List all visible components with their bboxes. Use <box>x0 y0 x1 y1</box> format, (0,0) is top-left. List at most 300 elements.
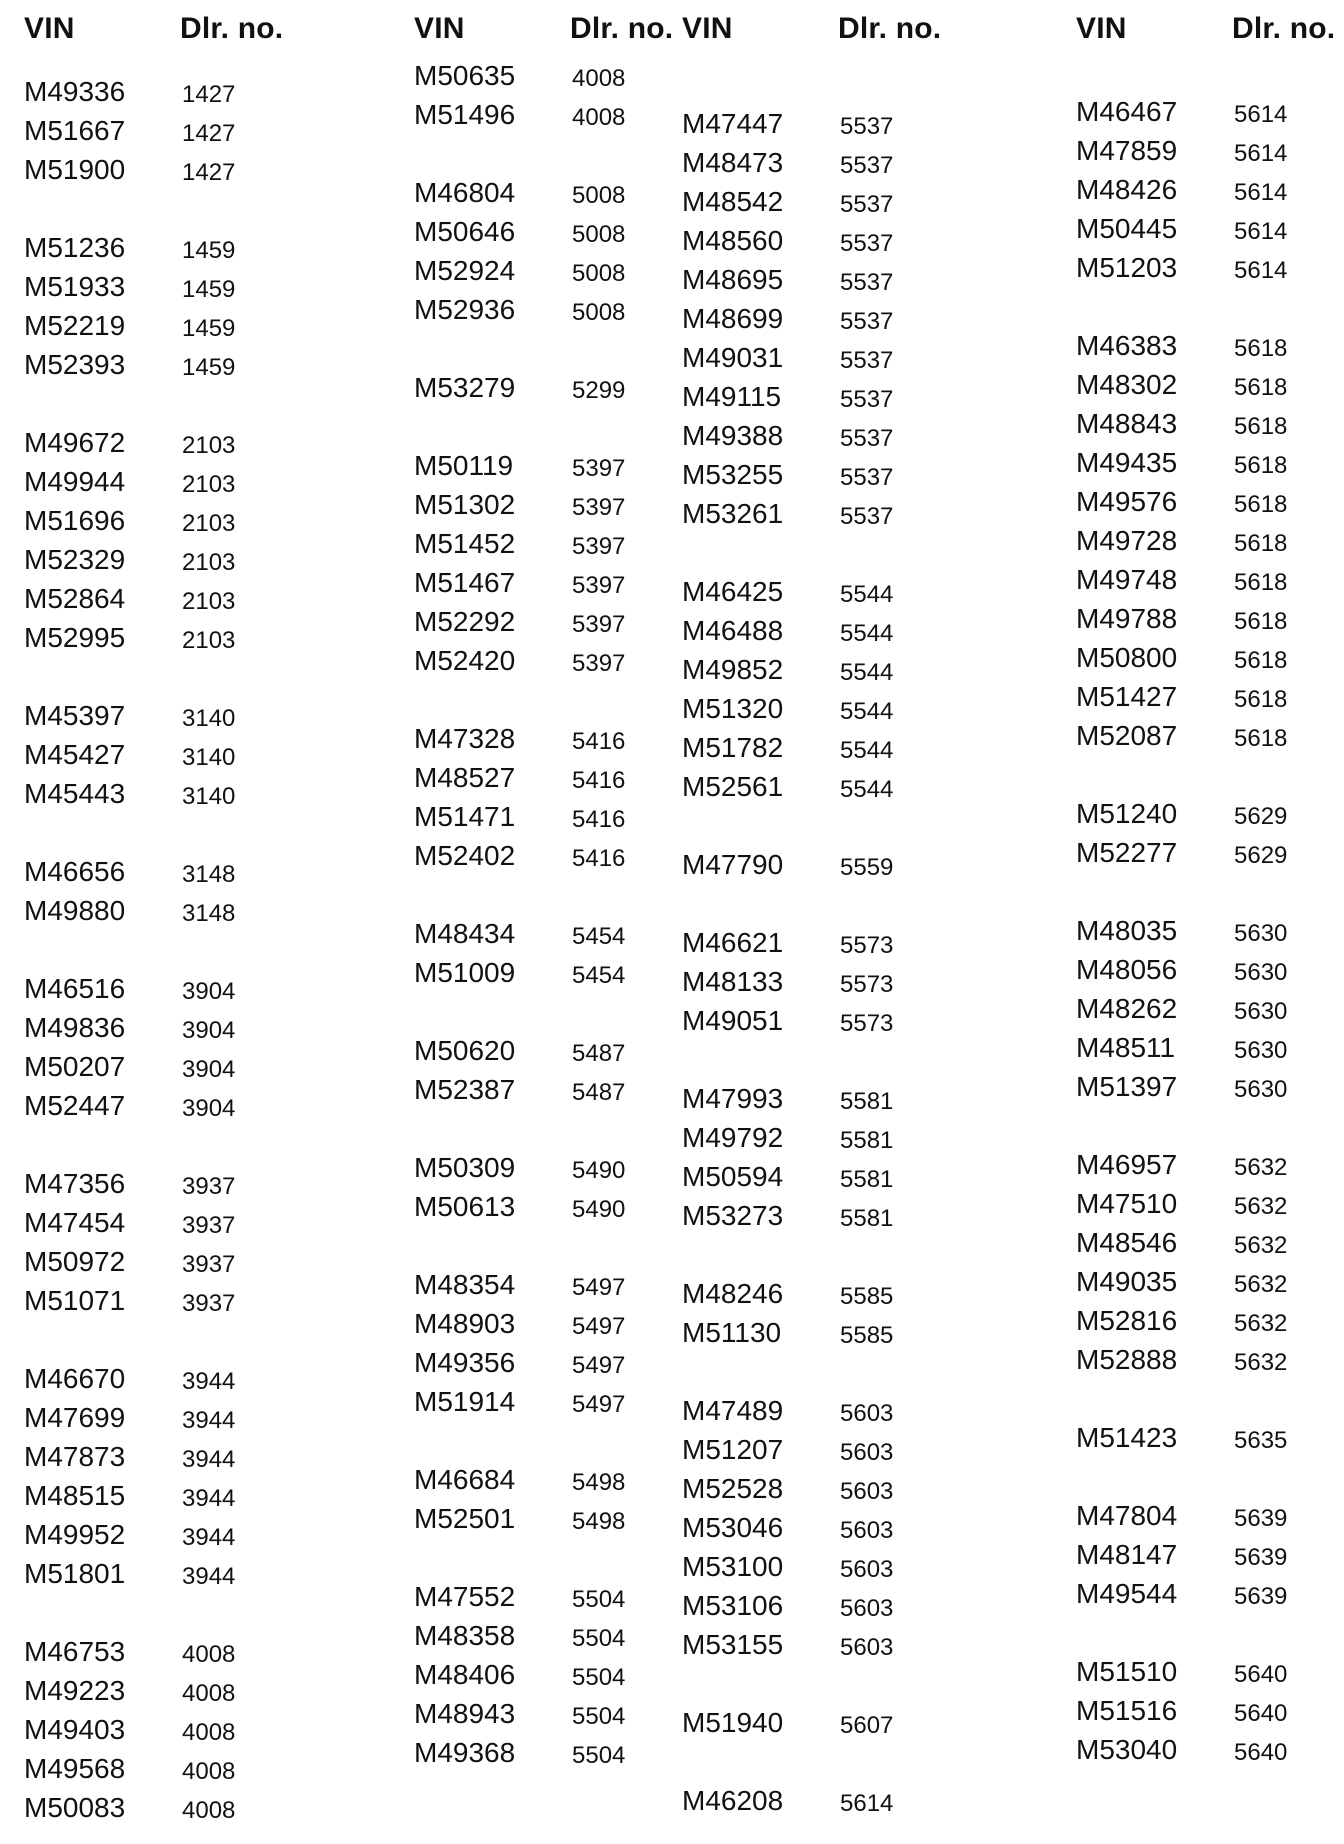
dealer-number-cell: 5504 <box>572 1664 626 1691</box>
dealer-number-cell: 5629 <box>1234 803 1288 830</box>
vin-cell: M48358 <box>414 1620 516 1651</box>
dealer-number-cell: 5537 <box>840 269 894 296</box>
dealer-number-header: Dlr. no. <box>570 12 674 45</box>
dealer-number-cell: 2103 <box>182 549 236 576</box>
vin-cell: M48546 <box>1076 1227 1178 1258</box>
group-spacer <box>1070 1457 1344 1496</box>
table-row <box>18 1437 348 1476</box>
table-row <box>676 572 1006 611</box>
vin-header: VIN <box>24 12 75 45</box>
dealer-number-cell: 5581 <box>840 1205 894 1232</box>
vin-cell: M47699 <box>24 1402 126 1433</box>
table-row <box>676 923 1006 962</box>
group-spacer <box>18 189 348 228</box>
row-list <box>18 72 348 1827</box>
group-spacer <box>18 384 348 423</box>
dealer-number-cell: 5630 <box>1234 1037 1288 1064</box>
vin-cell: M52292 <box>414 606 516 637</box>
dealer-number-cell: 3944 <box>182 1485 236 1512</box>
dealer-number-cell: 5573 <box>840 971 894 998</box>
vin-cell: M49568 <box>24 1753 126 1784</box>
dealer-number-cell: 1459 <box>182 354 236 381</box>
vin-cell: M50620 <box>414 1035 516 1066</box>
table-row <box>1070 1418 1344 1457</box>
group-spacer <box>676 533 1006 572</box>
vin-cell: M52447 <box>24 1090 126 1121</box>
vin-cell: M50083 <box>24 1792 126 1823</box>
vin-cell: M50309 <box>414 1152 516 1183</box>
vin-cell: M47356 <box>24 1168 126 1199</box>
vin-cell: M49576 <box>1076 486 1178 517</box>
vin-cell: M48246 <box>682 1278 784 1309</box>
vin-cell: M51900 <box>24 154 126 185</box>
vin-cell: M50800 <box>1076 642 1178 673</box>
vin-cell: M46656 <box>24 856 126 887</box>
table-row <box>676 416 1006 455</box>
dealer-number-cell: 3148 <box>182 861 236 888</box>
vin-cell: M46804 <box>414 177 516 208</box>
table-row <box>18 267 348 306</box>
dealer-number-cell: 3944 <box>182 1446 236 1473</box>
group-spacer <box>18 813 348 852</box>
vin-cell: M48843 <box>1076 408 1178 439</box>
vin-cell: M49788 <box>1076 603 1178 634</box>
vin-cell: M53040 <box>1076 1734 1178 1765</box>
table-row <box>676 1079 1006 1118</box>
vin-cell: M52329 <box>24 544 126 575</box>
table-row <box>18 1554 348 1593</box>
table-row <box>676 1196 1006 1235</box>
table-row <box>676 1703 1006 1742</box>
vin-cell: M52387 <box>414 1074 516 1105</box>
dealer-number-cell: 5581 <box>840 1166 894 1193</box>
vin-cell: M49031 <box>682 342 784 373</box>
vin-cell: M49672 <box>24 427 126 458</box>
dealer-number-cell: 3937 <box>182 1173 236 1200</box>
vin-cell: M48147 <box>1076 1539 1178 1570</box>
table-row <box>1070 404 1344 443</box>
dealer-number-cell: 5008 <box>572 221 626 248</box>
dealer-number-cell: 5497 <box>572 1391 626 1418</box>
table-row <box>18 969 348 1008</box>
vin-cell: M48302 <box>1076 369 1178 400</box>
table-row <box>18 501 348 540</box>
dealer-number-cell: 2103 <box>182 588 236 615</box>
vin-cell: M46383 <box>1076 330 1178 361</box>
table-row <box>1070 482 1344 521</box>
vin-cell: M45427 <box>24 739 126 770</box>
dealer-number-cell: 5603 <box>840 1439 894 1466</box>
dealer-number-cell: 5618 <box>1234 335 1288 362</box>
dealer-number-cell: 5614 <box>1234 218 1288 245</box>
dealer-number-cell: 5630 <box>1234 959 1288 986</box>
dealer-number-cell: 5416 <box>572 845 626 872</box>
table-row <box>1070 677 1344 716</box>
vin-cell: M51914 <box>414 1386 516 1417</box>
table-row <box>18 1008 348 1047</box>
vin-cell: M53155 <box>682 1629 784 1660</box>
dealer-number-cell: 5504 <box>572 1586 626 1613</box>
vin-cell: M47873 <box>24 1441 126 1472</box>
table-row <box>1070 1496 1344 1535</box>
table-row <box>1070 326 1344 365</box>
dealer-number-cell: 5632 <box>1234 1271 1288 1298</box>
table-row <box>1070 248 1344 287</box>
table-row <box>18 891 348 930</box>
dealer-number-cell: 5498 <box>572 1469 626 1496</box>
vin-cell: M50445 <box>1076 213 1178 244</box>
vin-cell: M52393 <box>24 349 126 380</box>
dealer-number-cell: 3140 <box>182 783 236 810</box>
vin-cell: M51302 <box>414 489 516 520</box>
dealer-number-cell: 5603 <box>840 1556 894 1583</box>
dealer-number-cell: 5537 <box>840 308 894 335</box>
dealer-number-cell: 5603 <box>840 1595 894 1622</box>
group-spacer <box>676 806 1006 845</box>
table-row <box>18 1086 348 1125</box>
vin-cell: M46208 <box>682 1785 784 1816</box>
vin-cell: M48056 <box>1076 954 1178 985</box>
dealer-number-cell: 2103 <box>182 510 236 537</box>
vin-cell: M46753 <box>24 1636 126 1667</box>
vin-cell: M51933 <box>24 271 126 302</box>
vin-cell: M51467 <box>414 567 516 598</box>
dealer-number-cell: 5639 <box>1234 1505 1288 1532</box>
dealer-number-cell: 4008 <box>182 1641 236 1668</box>
dealer-number-cell: 5618 <box>1234 608 1288 635</box>
table-row <box>18 423 348 462</box>
table-row <box>18 1281 348 1320</box>
dealer-number-cell: 5416 <box>572 728 626 755</box>
table-row <box>1070 131 1344 170</box>
vin-cell: M52888 <box>1076 1344 1178 1375</box>
table-row <box>676 1274 1006 1313</box>
table-row <box>18 852 348 891</box>
dealer-number-cell: 5632 <box>1234 1310 1288 1337</box>
table-row <box>1070 1730 1344 1769</box>
table-row <box>18 1047 348 1086</box>
vin-cell: M51471 <box>414 801 516 832</box>
vin-cell: M46684 <box>414 1464 516 1495</box>
dealer-number-cell: 5618 <box>1234 452 1288 479</box>
vin-cell: M51207 <box>682 1434 784 1465</box>
dealer-number-cell: 5454 <box>572 923 626 950</box>
dealer-number-header: Dlr. no. <box>1232 12 1336 45</box>
vin-cell: M47454 <box>24 1207 126 1238</box>
table-row <box>1070 1301 1344 1340</box>
table-row <box>18 1476 348 1515</box>
dealer-number-cell: 5603 <box>840 1517 894 1544</box>
table-row <box>676 143 1006 182</box>
vin-cell: M51427 <box>1076 681 1178 712</box>
dealer-number-cell: 5544 <box>840 620 894 647</box>
vin-cell: M49223 <box>24 1675 126 1706</box>
group-spacer <box>676 1664 1006 1703</box>
dealer-number-cell: 5618 <box>1234 374 1288 401</box>
vin-cell: M52995 <box>24 622 126 653</box>
dealer-number-cell: 3937 <box>182 1290 236 1317</box>
vin-cell: M46957 <box>1076 1149 1178 1180</box>
table-row <box>676 728 1006 767</box>
vin-cell: M51801 <box>24 1558 126 1589</box>
dealer-number-cell: 5640 <box>1234 1739 1288 1766</box>
vin-cell: M52402 <box>414 840 516 871</box>
vin-cell: M53100 <box>682 1551 784 1582</box>
table-row <box>18 150 348 189</box>
vin-cell: M47510 <box>1076 1188 1178 1219</box>
group-spacer <box>18 657 348 696</box>
table-row <box>1070 209 1344 248</box>
dealer-number-cell: 5614 <box>1234 257 1288 284</box>
dealer-number-cell: 1459 <box>182 237 236 264</box>
vin-cell: M52816 <box>1076 1305 1178 1336</box>
vin-cell: M48133 <box>682 966 784 997</box>
vin-cell: M51516 <box>1076 1695 1178 1726</box>
table-row <box>1070 1067 1344 1106</box>
table-row <box>676 689 1006 728</box>
dealer-number-cell: 3944 <box>182 1563 236 1590</box>
table-row <box>1070 716 1344 755</box>
table-row <box>18 540 348 579</box>
vin-cell: M50646 <box>414 216 516 247</box>
table-row <box>676 650 1006 689</box>
vin-header: VIN <box>414 12 465 45</box>
dealer-number-cell: 3937 <box>182 1212 236 1239</box>
dealer-number-cell: 5635 <box>1234 1427 1288 1454</box>
vin-cell: M48695 <box>682 264 784 295</box>
vin-cell: M49051 <box>682 1005 784 1036</box>
table-row <box>1070 638 1344 677</box>
dealer-number-cell: 5544 <box>840 581 894 608</box>
dealer-number-cell: 5603 <box>840 1478 894 1505</box>
table-row <box>18 1671 348 1710</box>
dealer-number-cell: 5559 <box>840 854 894 881</box>
vin-cell: M48262 <box>1076 993 1178 1024</box>
table-row <box>1070 1652 1344 1691</box>
vin-cell: M52501 <box>414 1503 516 1534</box>
dealer-number-cell: 5008 <box>572 260 626 287</box>
table-row <box>676 104 1006 143</box>
dealer-number-cell: 3148 <box>182 900 236 927</box>
vin-cell: M51452 <box>414 528 516 559</box>
table-row <box>676 338 1006 377</box>
dealer-number-cell: 5614 <box>1234 140 1288 167</box>
vin-cell: M52277 <box>1076 837 1178 868</box>
dealer-number-cell: 5640 <box>1234 1661 1288 1688</box>
vin-cell: M46670 <box>24 1363 126 1394</box>
dealer-number-cell: 5618 <box>1234 725 1288 752</box>
vin-cell: M47328 <box>414 723 516 754</box>
vin-cell: M48943 <box>414 1698 516 1729</box>
dealer-number-cell: 5487 <box>572 1079 626 1106</box>
dealer-number-cell: 2103 <box>182 432 236 459</box>
table-row <box>1070 1028 1344 1067</box>
dealer-number-cell: 3140 <box>182 705 236 732</box>
table-row <box>676 1508 1006 1547</box>
vin-cell: M49356 <box>414 1347 516 1378</box>
dealer-number-cell: 4008 <box>572 104 626 131</box>
dealer-number-cell: 5397 <box>572 650 626 677</box>
table-row <box>676 1391 1006 1430</box>
group-spacer <box>676 1352 1006 1391</box>
vin-cell: M50613 <box>414 1191 516 1222</box>
dealer-number-cell: 5544 <box>840 737 894 764</box>
table-row <box>18 1164 348 1203</box>
group-spacer <box>676 1235 1006 1274</box>
group-spacer <box>18 1320 348 1359</box>
dealer-number-cell: 5585 <box>840 1283 894 1310</box>
vin-cell: M50594 <box>682 1161 784 1192</box>
vin-cell: M53106 <box>682 1590 784 1621</box>
table-row <box>676 1430 1006 1469</box>
vin-cell: M49403 <box>24 1714 126 1745</box>
dealer-number-cell: 5629 <box>1234 842 1288 869</box>
table-row <box>676 1781 1006 1820</box>
group-spacer <box>1070 1106 1344 1145</box>
table-row <box>18 72 348 111</box>
dealer-number-cell: 5299 <box>572 377 626 404</box>
table-row <box>18 579 348 618</box>
dealer-number-cell: 5537 <box>840 386 894 413</box>
table-row <box>18 1788 348 1827</box>
vin-cell: M52420 <box>414 645 516 676</box>
dealer-number-cell: 5397 <box>572 455 626 482</box>
dealer-number-cell: 5008 <box>572 182 626 209</box>
dealer-number-cell: 5639 <box>1234 1583 1288 1610</box>
vin-cell: M48511 <box>1076 1032 1176 1063</box>
table-row <box>1070 365 1344 404</box>
table-row <box>1070 1223 1344 1262</box>
dealer-number-cell: 3944 <box>182 1368 236 1395</box>
table-row <box>18 1242 348 1281</box>
vin-cell: M48542 <box>682 186 784 217</box>
vin-cell: M51236 <box>24 232 126 263</box>
group-spacer <box>1070 287 1344 326</box>
dealer-number-cell: 5504 <box>572 1742 626 1769</box>
vin-cell: M53279 <box>414 372 516 403</box>
vin-cell: M48527 <box>414 762 516 793</box>
vin-cell: M48035 <box>1076 915 1178 946</box>
dealer-number-header: Dlr. no. <box>838 12 942 45</box>
table-row <box>1070 1691 1344 1730</box>
dealer-number-cell: 5487 <box>572 1040 626 1067</box>
vin-cell: M47859 <box>1076 135 1178 166</box>
dealer-number-cell: 5573 <box>840 932 894 959</box>
vin-cell: M52561 <box>682 771 784 802</box>
group-spacer <box>676 1040 1006 1079</box>
table-row <box>18 618 348 657</box>
vin-cell: M46488 <box>682 615 784 646</box>
table-row <box>676 221 1006 260</box>
table-row <box>1070 950 1344 989</box>
table-row <box>676 611 1006 650</box>
group-spacer <box>676 884 1006 923</box>
dealer-number-cell: 5603 <box>840 1634 894 1661</box>
dealer-number-cell: 5397 <box>572 494 626 521</box>
table-row <box>1070 560 1344 599</box>
vin-cell: M49880 <box>24 895 126 926</box>
group-spacer <box>18 1593 348 1632</box>
table-row <box>1070 989 1344 1028</box>
dealer-number-cell: 5397 <box>572 533 626 560</box>
dealer-number-cell: 5614 <box>1234 101 1288 128</box>
dealer-number-cell: 5454 <box>572 962 626 989</box>
table-row <box>18 228 348 267</box>
dealer-number-cell: 5630 <box>1234 998 1288 1025</box>
vin-cell: M52087 <box>1076 720 1178 751</box>
vin-cell: M50635 <box>414 60 516 91</box>
table-row <box>1070 794 1344 833</box>
vin-cell: M49836 <box>24 1012 126 1043</box>
dealer-number-cell: 5397 <box>572 572 626 599</box>
vin-cell: M48434 <box>414 918 516 949</box>
vin-cell: M52924 <box>414 255 516 286</box>
dealer-number-cell: 5632 <box>1234 1232 1288 1259</box>
vin-cell: M53255 <box>682 459 784 490</box>
table-row <box>18 1515 348 1554</box>
dealer-number-cell: 4008 <box>182 1680 236 1707</box>
table-row <box>18 696 348 735</box>
dealer-number-cell: 5607 <box>840 1712 894 1739</box>
dealer-number-cell: 5632 <box>1234 1349 1288 1376</box>
vin-cell: M53273 <box>682 1200 784 1231</box>
dealer-number-cell: 5581 <box>840 1088 894 1115</box>
table-row <box>18 1203 348 1242</box>
vin-header: VIN <box>682 12 733 45</box>
table-row <box>676 962 1006 1001</box>
vin-cell: M50207 <box>24 1051 126 1082</box>
vin-cell: M49336 <box>24 76 126 107</box>
vin-cell: M51940 <box>682 1707 784 1738</box>
table-row <box>1070 911 1344 950</box>
dealer-number-cell: 3904 <box>182 1095 236 1122</box>
vin-cell: M51240 <box>1076 798 1178 829</box>
dealer-number-cell: 5537 <box>840 152 894 179</box>
vin-cell: M48473 <box>682 147 784 178</box>
dealer-number-cell: 5618 <box>1234 530 1288 557</box>
vin-cell: M51423 <box>1076 1422 1178 1453</box>
table-row <box>676 1313 1006 1352</box>
group-spacer <box>1070 755 1344 794</box>
table-row <box>18 1632 348 1671</box>
dealer-number-cell: 5618 <box>1234 686 1288 713</box>
table-row <box>1070 1574 1344 1613</box>
table-row <box>18 1749 348 1788</box>
table-row <box>18 1359 348 1398</box>
dealer-number-cell: 2103 <box>182 471 236 498</box>
vin-cell: M47804 <box>1076 1500 1178 1531</box>
dealer-number-cell: 5632 <box>1234 1193 1288 1220</box>
table-row <box>1070 1535 1344 1574</box>
vin-cell: M46516 <box>24 973 126 1004</box>
vin-cell: M49952 <box>24 1519 126 1550</box>
dealer-number-cell: 5397 <box>572 611 626 638</box>
vin-cell: M53261 <box>682 498 784 529</box>
vin-cell: M47552 <box>414 1581 516 1612</box>
dealer-number-cell: 5544 <box>840 659 894 686</box>
dealer-number-cell: 5490 <box>572 1157 626 1184</box>
dealer-number-cell: 3904 <box>182 1017 236 1044</box>
vin-cell: M51782 <box>682 732 784 763</box>
row-list <box>1070 92 1344 1769</box>
dealer-number-cell: 5639 <box>1234 1544 1288 1571</box>
dealer-number-cell: 1427 <box>182 159 236 186</box>
vin-cell: M46467 <box>1076 96 1178 127</box>
vin-cell: M49944 <box>24 466 126 497</box>
group-spacer <box>676 1742 1006 1781</box>
dealer-number-cell: 5618 <box>1234 413 1288 440</box>
vin-header: VIN <box>1076 12 1127 45</box>
